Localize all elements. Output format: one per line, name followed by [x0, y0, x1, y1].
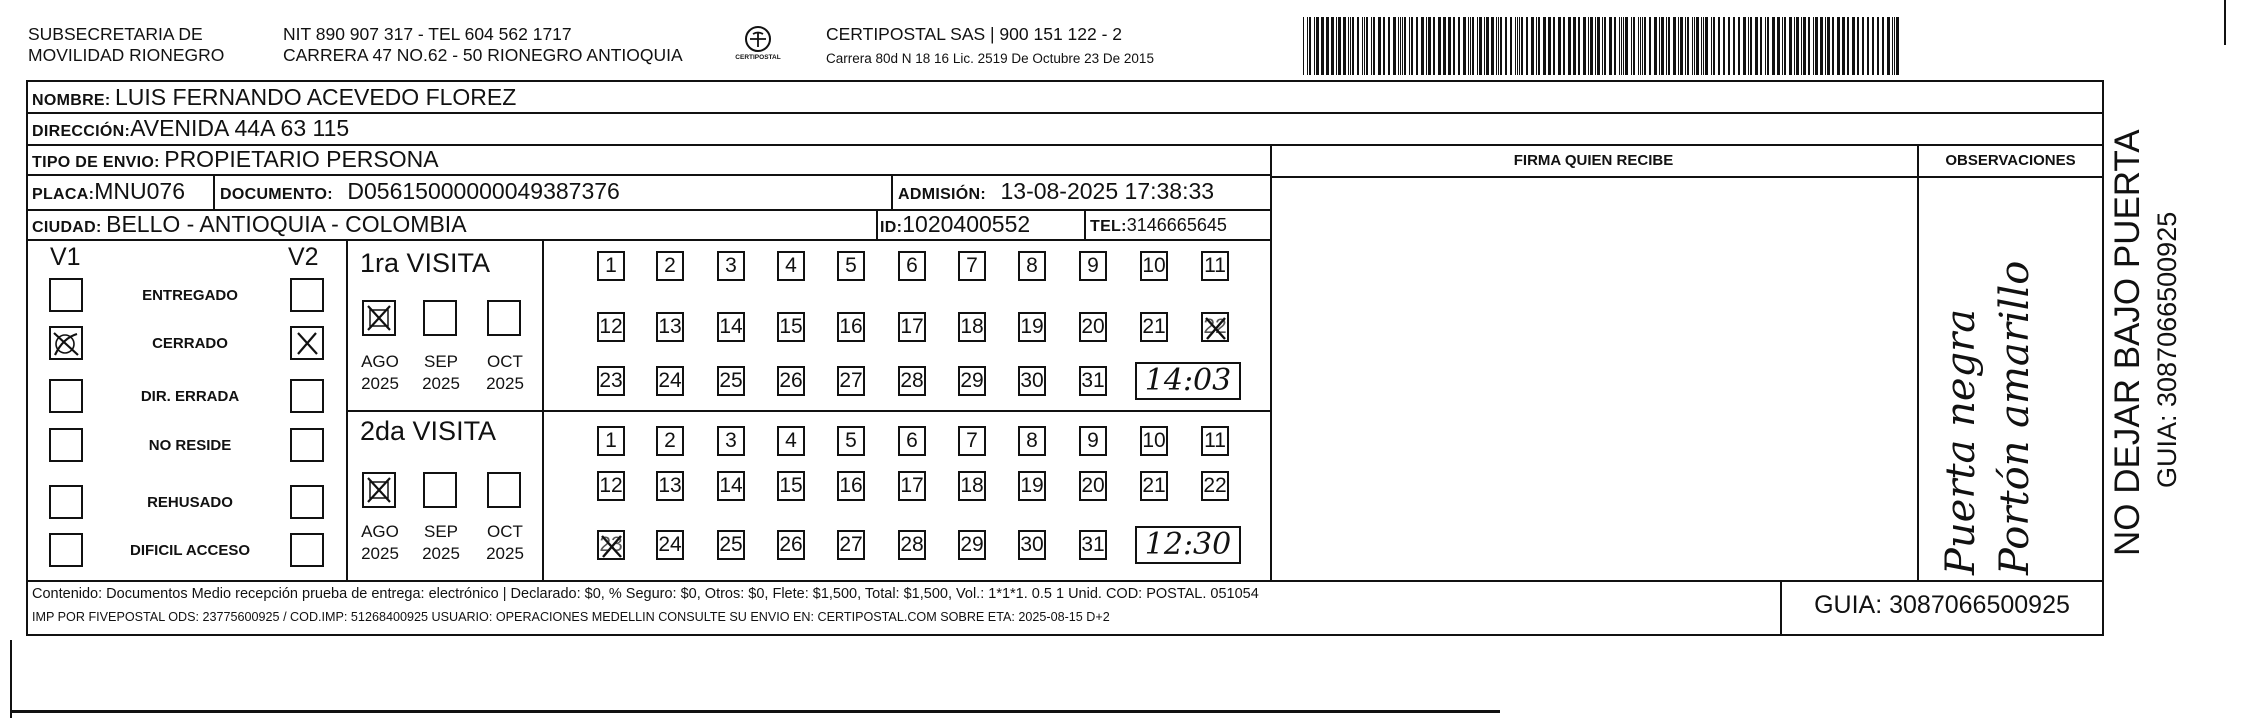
id-value: 1020400552: [902, 211, 1031, 237]
footer-line2: IMP POR FIVEPOSTAL ODS: 23775600925 / COD.IMP: 51268400925 USUARIO: OPERACIONES MEDELLIN CONSULTE SU ENVIO EN: CERTIPOSTAL.COM SOBRE ETA: 2025-08-15 D+2: [32, 610, 1110, 624]
edge-mark: [2224, 0, 2226, 45]
city-value: BELLO - ANTIOQUIA - COLOMBIA: [106, 211, 467, 237]
visit1-day-5[interactable]: 5: [837, 251, 865, 281]
visit1-day-15[interactable]: 15: [777, 312, 805, 342]
visit2-day-7[interactable]: 7: [958, 426, 986, 456]
address-label: DIRECCIÓN:: [32, 123, 131, 140]
visit2-year-label-oct: 2025: [486, 544, 524, 563]
visit2-day-26[interactable]: 26: [777, 530, 805, 560]
v2-checkbox-dificil-acceso[interactable]: [290, 533, 324, 567]
v1-label: V1: [50, 243, 81, 271]
name-value: LUIS FERNANDO ACEVEDO FLOREZ: [115, 84, 517, 110]
send-type-label: TIPO DE ENVIO:: [32, 154, 160, 171]
visit1-day-19[interactable]: 19: [1018, 312, 1046, 342]
v1-checkbox-rehusado[interactable]: [49, 485, 83, 519]
city-field: [32, 211, 467, 238]
id-label: ID:: [880, 219, 903, 236]
visit1-month-sep-checkbox[interactable]: [423, 300, 457, 336]
address-field: [32, 115, 349, 142]
visit2-day-21[interactable]: 21: [1140, 471, 1168, 501]
observations-header: OBSERVACIONES: [1945, 152, 2076, 169]
visit1-month-label-ago: AGO: [361, 352, 399, 371]
org-name-line1: SUBSECRETARIA DE: [28, 24, 203, 44]
visit2-month-sep-checkbox[interactable]: [423, 472, 457, 508]
visit1-day-23[interactable]: 23: [597, 366, 625, 396]
visit1-day-21[interactable]: 21: [1140, 312, 1168, 342]
visit2-day-1[interactable]: 1: [597, 426, 625, 456]
name-label: NOMBRE:: [32, 92, 111, 109]
visit2-title: 2da VISITA: [360, 416, 497, 446]
plate-value: MNU076: [94, 178, 186, 204]
signature-header: FIRMA QUIEN RECIBE: [1513, 152, 1674, 169]
status-label-entregado: ENTREGADO: [142, 287, 238, 304]
visit1-day-24[interactable]: 24: [656, 366, 684, 396]
v1-checkbox-dir-errada[interactable]: [49, 379, 83, 413]
plate-label: PLACA:: [32, 186, 95, 203]
certipostal-logo: [728, 24, 788, 68]
plate-field: [32, 178, 185, 205]
visit2-day-17[interactable]: 17: [898, 471, 926, 501]
visit2-day-3[interactable]: 3: [717, 426, 745, 456]
visit2-day-15[interactable]: 15: [777, 471, 805, 501]
visit1-day-22[interactable]: 22: [1201, 312, 1229, 342]
courier-line2: Carrera 80d N 18 16 Lic. 2519 De Octubre 23 De 2015: [826, 51, 1154, 66]
visit1-day-29[interactable]: 29: [958, 366, 986, 396]
visit2-month-ago-checkbox[interactable]: [362, 472, 396, 508]
status-label-dificil-acceso: DIFICIL ACCESO: [129, 542, 250, 559]
logo-text: CERTIPOSTAL: [735, 54, 781, 61]
visit2-day-24[interactable]: 24: [656, 530, 684, 560]
visit2-time-handwritten: 12:30: [1135, 526, 1241, 564]
address-value: AVENIDA 44A 63 115: [130, 115, 350, 141]
visit1-day-6[interactable]: 6: [898, 251, 926, 281]
visit2-month-label-oct: OCT: [487, 522, 523, 541]
visit1-day-11[interactable]: 11: [1201, 251, 1229, 281]
v1-checkbox-no-reside[interactable]: [49, 428, 83, 462]
visit1-day-4[interactable]: 4: [777, 251, 805, 281]
visit2-day-18[interactable]: 18: [958, 471, 986, 501]
visit1-month-ago-checkbox[interactable]: [362, 300, 396, 336]
visit2-day-13[interactable]: 13: [656, 471, 684, 501]
v2-checkbox-entregado[interactable]: [290, 278, 324, 312]
visit2-day-30[interactable]: 30: [1018, 530, 1046, 560]
visit2-day-29[interactable]: 29: [958, 530, 986, 560]
admission-label: ADMISIÓN:: [898, 186, 987, 203]
name-field: [32, 84, 516, 111]
visit1-day-16[interactable]: 16: [837, 312, 865, 342]
visit2-day-31[interactable]: 31: [1079, 530, 1107, 560]
visit2-day-12[interactable]: 12: [597, 471, 625, 501]
footer-line1: Contenido: Documentos Medio recepción prueba de entrega: electrónico | Declarado: $0, % Seguro: $0, Otros: $0, Flete: $1,500, Total: $1,500, Vol.: 1*1*1. 0.5 1 Unid. COD: POSTAL. 051054: [32, 586, 1259, 602]
visit1-year-label-oct: 2025: [486, 374, 524, 393]
visit1-day-8[interactable]: 8: [1018, 251, 1046, 281]
footer-guia: GUIA: 3087066500925: [1814, 591, 2070, 619]
visit2-day-8[interactable]: 8: [1018, 426, 1046, 456]
v2-checkbox-rehusado[interactable]: [290, 485, 324, 519]
nit-line: NIT 890 907 317 - TEL 604 562 1717: [283, 24, 572, 44]
observation-note-1: Puerta negra: [1938, 308, 1984, 575]
admission-field: [898, 178, 1214, 205]
visit1-day-14[interactable]: 14: [717, 312, 745, 342]
visit2-day-5[interactable]: 5: [837, 426, 865, 456]
visit1-day-2[interactable]: 2: [656, 251, 684, 281]
visit2-day-23[interactable]: 23: [597, 530, 625, 560]
tel-field: [1090, 215, 1227, 236]
visit2-day-20[interactable]: 20: [1079, 471, 1107, 501]
send-type-field: [32, 146, 439, 173]
document-label: DOCUMENTO:: [220, 186, 333, 203]
visit1-day-13[interactable]: 13: [656, 312, 684, 342]
page-edge-bottom: [10, 710, 1500, 713]
visit1-day-26[interactable]: 26: [777, 366, 805, 396]
v2-checkbox-dir-errada[interactable]: [290, 379, 324, 413]
v1-checkbox-dificil-acceso[interactable]: [49, 533, 83, 567]
barcode: [1303, 17, 1903, 75]
visit1-day-28[interactable]: 28: [898, 366, 926, 396]
visit2-month-label-ago: AGO: [361, 522, 399, 541]
visit1-month-oct-checkbox[interactable]: [487, 300, 521, 336]
v2-checkbox-no-reside[interactable]: [290, 428, 324, 462]
status-label-cerrado: CERRADO: [152, 335, 228, 352]
status-label-no-reside: NO RESIDE: [148, 437, 232, 454]
visit2-day-6[interactable]: 6: [898, 426, 926, 456]
visit1-day-1[interactable]: 1: [597, 251, 625, 281]
page-edge-left: [10, 640, 12, 718]
visit2-day-27[interactable]: 27: [837, 530, 865, 560]
status-label-rehusado: REHUSADO: [147, 494, 233, 511]
v2-label: V2: [288, 243, 319, 271]
visit1-day-30[interactable]: 30: [1018, 366, 1046, 396]
visit2-day-10[interactable]: 10: [1140, 426, 1168, 456]
visit1-day-31[interactable]: 31: [1079, 366, 1107, 396]
v2-checkbox-cerrado[interactable]: [290, 326, 324, 360]
visit2-year-label-ago: 2025: [361, 544, 399, 563]
visit1-day-10[interactable]: 10: [1140, 251, 1168, 281]
visit2-day-25[interactable]: 25: [717, 530, 745, 560]
address-line: CARRERA 47 NO.62 - 50 RIONEGRO ANTIOQUIA: [283, 45, 683, 65]
visit1-day-3[interactable]: 3: [717, 251, 745, 281]
visit2-day-14[interactable]: 14: [717, 471, 745, 501]
visit2-day-9[interactable]: 9: [1079, 426, 1107, 456]
document-field: [220, 178, 620, 205]
visit1-day-12[interactable]: 12: [597, 312, 625, 342]
visit2-day-2[interactable]: 2: [656, 426, 684, 456]
observation-note-2: Portón amarillo: [1992, 260, 2038, 575]
org-name-line2: MOVILIDAD RIONEGRO: [28, 45, 225, 65]
v1-checkbox-entregado[interactable]: [49, 278, 83, 312]
visit2-month-oct-checkbox[interactable]: [487, 472, 521, 508]
visit1-year-label-ago: 2025: [361, 374, 399, 393]
visit1-month-label-oct: OCT: [487, 352, 523, 371]
status-label-dir-errada: DIR. ERRADA: [140, 388, 240, 405]
no-dejar-notice: NO DEJAR BAJO PUERTA: [2108, 129, 2147, 556]
visit1-day-9[interactable]: 9: [1079, 251, 1107, 281]
tel-label: TEL:: [1090, 218, 1127, 235]
send-type-value: PROPIETARIO PERSONA: [164, 146, 439, 172]
visit2-day-4[interactable]: 4: [777, 426, 805, 456]
visit1-day-20[interactable]: 20: [1079, 312, 1107, 342]
visit2-day-22[interactable]: 22: [1201, 471, 1229, 501]
visit1-time-handwritten: 14:03: [1135, 362, 1241, 400]
visit2-day-11[interactable]: 11: [1201, 426, 1229, 456]
visit1-month-label-sep: SEP: [423, 352, 459, 371]
courier-line1: CERTIPOSTAL SAS | 900 151 122 - 2: [826, 24, 1123, 44]
tel-value: 3146665645: [1126, 215, 1227, 235]
admission-value: 13-08-2025 17:38:33: [1000, 178, 1215, 204]
visit1-day-17[interactable]: 17: [898, 312, 926, 342]
document-value: D05615000000049387376: [347, 178, 620, 204]
visit1-day-7[interactable]: 7: [958, 251, 986, 281]
visit1-day-18[interactable]: 18: [958, 312, 986, 342]
visit2-day-28[interactable]: 28: [898, 530, 926, 560]
city-label: CIUDAD:: [32, 219, 102, 236]
side-guia: GUIA: 3087066500925: [2152, 211, 2182, 488]
visit2-day-19[interactable]: 19: [1018, 471, 1046, 501]
visit1-day-25[interactable]: 25: [717, 366, 745, 396]
visit2-day-16[interactable]: 16: [837, 471, 865, 501]
visit2-year-label-sep: 2025: [422, 544, 460, 563]
id-field: [880, 211, 1030, 238]
visit1-year-label-sep: 2025: [422, 374, 460, 393]
v1-checkbox-cerrado[interactable]: [49, 326, 83, 360]
visit1-day-27[interactable]: 27: [837, 366, 865, 396]
visit2-month-label-sep: SEP: [423, 522, 459, 541]
visit1-title: 1ra VISITA: [360, 248, 491, 278]
